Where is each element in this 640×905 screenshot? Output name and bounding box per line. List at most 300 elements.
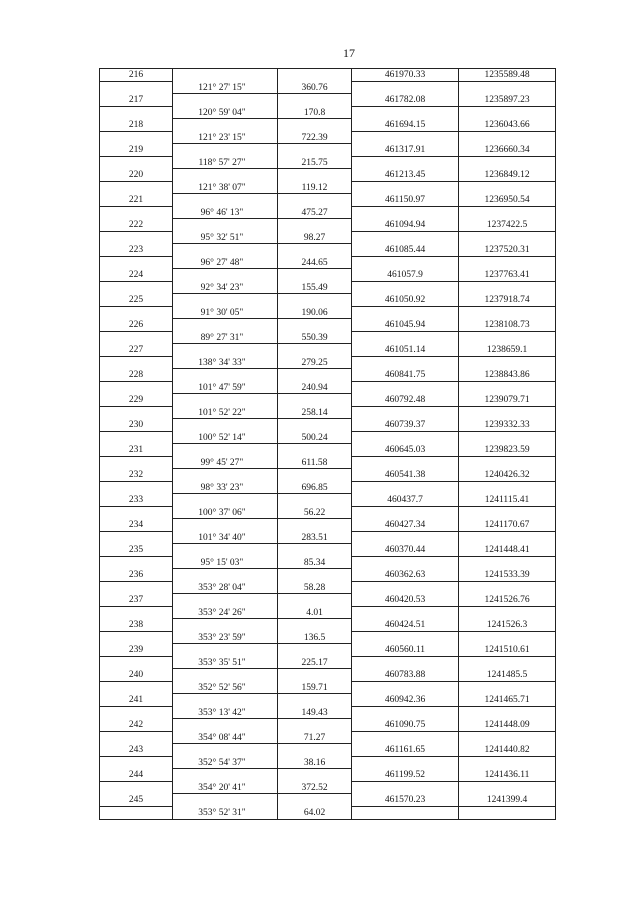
empty-cell xyxy=(277,244,351,257)
empty-cell xyxy=(172,544,277,557)
y-coordinate-cell: 1237520.31 xyxy=(458,244,555,257)
x-coordinate-cell: 461694.15 xyxy=(351,119,458,132)
empty-cell xyxy=(458,307,555,320)
empty-cell xyxy=(277,369,351,382)
distance-cell: 500.24 xyxy=(277,432,351,445)
y-coordinate-cell: 1235897.23 xyxy=(458,94,555,107)
empty-cell xyxy=(277,419,351,432)
empty-cell xyxy=(172,494,277,507)
empty-cell xyxy=(277,469,351,482)
distance-cell: 722.39 xyxy=(277,132,351,145)
point-number-cell: 216 xyxy=(100,69,172,82)
empty-cell xyxy=(351,107,458,120)
empty-cell xyxy=(100,532,172,545)
empty-cell xyxy=(100,807,172,820)
bearing-cell: 352° 52' 56" xyxy=(172,682,277,695)
x-coordinate-cell: 460645.03 xyxy=(351,444,458,457)
point-number-cell: 225 xyxy=(100,294,172,307)
distance-cell: 279.25 xyxy=(277,357,351,370)
distance-cell: 56.22 xyxy=(277,507,351,520)
segment-row xyxy=(100,232,555,245)
bearing-cell: 354° 20' 41" xyxy=(172,782,277,795)
segment-row xyxy=(100,207,555,220)
y-coordinate-cell: 1241510.61 xyxy=(458,644,555,657)
empty-cell xyxy=(100,432,172,445)
empty-cell xyxy=(100,357,172,370)
point-row xyxy=(100,644,555,657)
point-row xyxy=(100,94,555,107)
bearing-cell: 101° 52' 22" xyxy=(172,407,277,420)
point-number-cell: 242 xyxy=(100,719,172,732)
segment-row xyxy=(100,432,555,445)
empty-cell xyxy=(100,482,172,495)
empty-cell xyxy=(100,557,172,570)
x-coordinate-cell: 461051.14 xyxy=(351,344,458,357)
point-row xyxy=(100,794,555,807)
y-coordinate-cell: 1241485.5 xyxy=(458,669,555,682)
empty-cell xyxy=(277,394,351,407)
empty-cell xyxy=(100,507,172,520)
x-coordinate-cell: 460541.38 xyxy=(351,469,458,482)
point-number-cell: 245 xyxy=(100,794,172,807)
point-row xyxy=(100,619,555,632)
empty-cell xyxy=(458,807,555,820)
empty-cell xyxy=(458,732,555,745)
empty-cell xyxy=(351,382,458,395)
distance-cell: 550.39 xyxy=(277,332,351,345)
distance-cell: 244.65 xyxy=(277,257,351,270)
bearing-cell: 121° 38' 07" xyxy=(172,182,277,195)
y-coordinate-cell: 1235589.48 xyxy=(458,69,555,82)
distance-cell: 360.76 xyxy=(277,82,351,95)
bearing-cell: 138° 34' 33" xyxy=(172,357,277,370)
x-coordinate-cell: 461213.45 xyxy=(351,169,458,182)
empty-cell xyxy=(100,257,172,270)
bearing-cell: 96° 46' 13" xyxy=(172,207,277,220)
empty-cell xyxy=(172,269,277,282)
empty-cell xyxy=(458,282,555,295)
x-coordinate-cell: 460739.37 xyxy=(351,419,458,432)
point-number-cell: 243 xyxy=(100,744,172,757)
point-number-cell: 234 xyxy=(100,519,172,532)
point-row xyxy=(100,669,555,682)
empty-cell xyxy=(100,282,172,295)
empty-cell xyxy=(458,382,555,395)
bearing-cell: 92° 34' 23" xyxy=(172,282,277,295)
segment-row xyxy=(100,532,555,545)
x-coordinate-cell: 460942.36 xyxy=(351,694,458,707)
segment-row xyxy=(100,457,555,470)
bearing-cell: 118° 57' 27" xyxy=(172,157,277,170)
page-number: 17 xyxy=(343,46,355,60)
empty-cell xyxy=(172,419,277,432)
distance-cell: 258.14 xyxy=(277,407,351,420)
y-coordinate-cell: 1236043.66 xyxy=(458,119,555,132)
point-number-cell: 224 xyxy=(100,269,172,282)
empty-cell xyxy=(100,207,172,220)
empty-cell xyxy=(172,769,277,782)
empty-cell xyxy=(458,582,555,595)
empty-cell xyxy=(100,657,172,670)
point-number-cell: 227 xyxy=(100,344,172,357)
empty-cell xyxy=(458,682,555,695)
point-row xyxy=(100,769,555,782)
empty-cell xyxy=(100,407,172,420)
x-coordinate-cell: 461199.52 xyxy=(351,769,458,782)
empty-cell xyxy=(100,82,172,95)
y-coordinate-cell: 1239079.71 xyxy=(458,394,555,407)
y-coordinate-cell: 1241170.67 xyxy=(458,519,555,532)
empty-cell xyxy=(277,694,351,707)
segment-row xyxy=(100,807,555,820)
distance-cell: 58.28 xyxy=(277,582,351,595)
distance-cell: 136.5 xyxy=(277,632,351,645)
bearing-cell: 352° 54' 37" xyxy=(172,757,277,770)
empty-cell xyxy=(277,569,351,582)
distance-cell: 696.85 xyxy=(277,482,351,495)
empty-cell xyxy=(172,194,277,207)
empty-cell xyxy=(172,219,277,232)
empty-cell xyxy=(277,194,351,207)
y-coordinate-cell: 1241448.09 xyxy=(458,719,555,732)
empty-cell xyxy=(277,594,351,607)
point-number-cell: 220 xyxy=(100,169,172,182)
segment-row xyxy=(100,382,555,395)
x-coordinate-cell: 460424.51 xyxy=(351,619,458,632)
point-number-cell: 231 xyxy=(100,444,172,457)
y-coordinate-cell: 1238108.73 xyxy=(458,319,555,332)
empty-cell xyxy=(172,469,277,482)
empty-cell xyxy=(172,344,277,357)
bearing-cell: 353° 24' 26" xyxy=(172,607,277,620)
distance-cell: 149.43 xyxy=(277,707,351,720)
point-number-cell: 237 xyxy=(100,594,172,607)
point-row xyxy=(100,344,555,357)
x-coordinate-cell: 461970.33 xyxy=(351,69,458,82)
y-coordinate-cell: 1241526.76 xyxy=(458,594,555,607)
point-number-cell: 239 xyxy=(100,644,172,657)
x-coordinate-cell: 461045.94 xyxy=(351,319,458,332)
empty-cell xyxy=(277,269,351,282)
distance-cell: 64.02 xyxy=(277,807,351,820)
y-coordinate-cell: 1237763.41 xyxy=(458,269,555,282)
empty-cell xyxy=(277,319,351,332)
empty-cell xyxy=(100,232,172,245)
empty-cell xyxy=(100,732,172,745)
point-row xyxy=(100,694,555,707)
empty-cell xyxy=(351,182,458,195)
segment-row xyxy=(100,707,555,720)
y-coordinate-cell: 1241526.3 xyxy=(458,619,555,632)
empty-cell xyxy=(277,769,351,782)
empty-cell xyxy=(351,357,458,370)
x-coordinate-cell: 461570.23 xyxy=(351,794,458,807)
x-coordinate-cell: 460370.44 xyxy=(351,544,458,557)
point-row xyxy=(100,294,555,307)
empty-cell xyxy=(100,682,172,695)
point-number-cell: 219 xyxy=(100,144,172,157)
empty-cell xyxy=(172,569,277,582)
empty-cell xyxy=(277,294,351,307)
x-coordinate-cell: 460792.48 xyxy=(351,394,458,407)
distance-cell: 155.49 xyxy=(277,282,351,295)
bearing-cell: 353° 52' 31" xyxy=(172,807,277,820)
y-coordinate-cell: 1239823.59 xyxy=(458,444,555,457)
empty-cell xyxy=(277,119,351,132)
segment-row xyxy=(100,157,555,170)
point-row xyxy=(100,244,555,257)
segment-row xyxy=(100,82,555,95)
empty-cell xyxy=(351,257,458,270)
y-coordinate-cell: 1240426.32 xyxy=(458,469,555,482)
distance-cell: 611.58 xyxy=(277,457,351,470)
empty-cell xyxy=(172,519,277,532)
empty-cell xyxy=(458,182,555,195)
empty-cell xyxy=(172,619,277,632)
empty-cell xyxy=(100,307,172,320)
empty-cell xyxy=(458,232,555,245)
bearing-cell: 98° 33' 23" xyxy=(172,482,277,495)
x-coordinate-cell: 461085.44 xyxy=(351,244,458,257)
bearing-cell: 95° 15' 03" xyxy=(172,557,277,570)
empty-cell xyxy=(458,507,555,520)
empty-cell xyxy=(100,107,172,120)
empty-cell xyxy=(458,482,555,495)
y-coordinate-cell: 1241533.39 xyxy=(458,569,555,582)
empty-cell xyxy=(100,607,172,620)
empty-cell xyxy=(277,619,351,632)
distance-cell: 372.52 xyxy=(277,782,351,795)
coordinates-table xyxy=(99,68,556,820)
empty-cell xyxy=(351,757,458,770)
empty-cell xyxy=(458,257,555,270)
empty-cell xyxy=(351,707,458,720)
empty-cell xyxy=(351,532,458,545)
distance-cell: 98.27 xyxy=(277,232,351,245)
point-row xyxy=(100,419,555,432)
empty-cell xyxy=(351,282,458,295)
distance-cell: 71.27 xyxy=(277,732,351,745)
empty-cell xyxy=(351,507,458,520)
distance-cell: 475.27 xyxy=(277,207,351,220)
empty-cell xyxy=(351,807,458,820)
bearing-cell: 91° 30' 05" xyxy=(172,307,277,320)
point-row xyxy=(100,569,555,582)
bearing-cell: 101° 47' 59" xyxy=(172,382,277,395)
empty-cell xyxy=(351,232,458,245)
empty-cell xyxy=(458,432,555,445)
bearing-cell: 354° 08' 44" xyxy=(172,732,277,745)
x-coordinate-cell: 460437.7 xyxy=(351,494,458,507)
empty-cell xyxy=(351,332,458,345)
distance-cell: 283.51 xyxy=(277,532,351,545)
point-row xyxy=(100,544,555,557)
segment-row xyxy=(100,182,555,195)
distance-cell: 119.12 xyxy=(277,182,351,195)
empty-cell xyxy=(351,307,458,320)
bearing-cell: 353° 23' 59" xyxy=(172,632,277,645)
empty-cell xyxy=(351,582,458,595)
point-number-cell: 241 xyxy=(100,694,172,707)
distance-cell: 240.94 xyxy=(277,382,351,395)
empty-cell xyxy=(351,782,458,795)
point-row xyxy=(100,269,555,282)
y-coordinate-cell: 1241115.41 xyxy=(458,494,555,507)
bearing-cell: 353° 28' 04" xyxy=(172,582,277,595)
point-row xyxy=(100,144,555,157)
empty-cell xyxy=(351,457,458,470)
empty-cell xyxy=(277,444,351,457)
empty-cell xyxy=(351,132,458,145)
distance-cell: 215.75 xyxy=(277,157,351,170)
segment-row xyxy=(100,507,555,520)
empty-cell xyxy=(172,369,277,382)
empty-cell xyxy=(458,607,555,620)
bearing-cell: 121° 23' 15" xyxy=(172,132,277,145)
point-number-cell: 217 xyxy=(100,94,172,107)
bearing-cell: 120° 59' 04" xyxy=(172,107,277,120)
empty-cell xyxy=(277,344,351,357)
empty-cell xyxy=(458,157,555,170)
distance-cell: 190.06 xyxy=(277,307,351,320)
segment-row xyxy=(100,682,555,695)
empty-cell xyxy=(458,757,555,770)
empty-cell xyxy=(351,82,458,95)
empty-cell xyxy=(172,594,277,607)
point-row xyxy=(100,744,555,757)
empty-cell xyxy=(277,494,351,507)
y-coordinate-cell: 1241448.41 xyxy=(458,544,555,557)
x-coordinate-cell: 460560.11 xyxy=(351,644,458,657)
point-number-cell: 235 xyxy=(100,544,172,557)
segment-row xyxy=(100,582,555,595)
bearing-cell: 353° 13' 42" xyxy=(172,707,277,720)
empty-cell xyxy=(458,407,555,420)
point-row xyxy=(100,194,555,207)
y-coordinate-cell: 1236660.34 xyxy=(458,144,555,157)
bearing-cell: 96° 27' 48" xyxy=(172,257,277,270)
empty-cell xyxy=(172,119,277,132)
empty-cell xyxy=(458,332,555,345)
point-number-cell: 228 xyxy=(100,369,172,382)
y-coordinate-cell: 1237918.74 xyxy=(458,294,555,307)
segment-row xyxy=(100,332,555,345)
segment-row xyxy=(100,307,555,320)
point-number-cell: 221 xyxy=(100,194,172,207)
empty-cell xyxy=(100,182,172,195)
segment-row xyxy=(100,757,555,770)
segment-row xyxy=(100,657,555,670)
point-number-cell: 230 xyxy=(100,419,172,432)
empty-cell xyxy=(172,644,277,657)
x-coordinate-cell: 460841.75 xyxy=(351,369,458,382)
empty-cell xyxy=(351,407,458,420)
empty-cell xyxy=(351,482,458,495)
empty-cell xyxy=(100,582,172,595)
y-coordinate-cell: 1241465.71 xyxy=(458,694,555,707)
point-row xyxy=(100,394,555,407)
x-coordinate-cell: 461150.97 xyxy=(351,194,458,207)
point-row xyxy=(100,319,555,332)
empty-cell xyxy=(100,457,172,470)
point-number-cell: 218 xyxy=(100,119,172,132)
point-row xyxy=(100,444,555,457)
x-coordinate-cell: 460362.63 xyxy=(351,569,458,582)
y-coordinate-cell: 1239332.33 xyxy=(458,419,555,432)
empty-cell xyxy=(458,657,555,670)
point-number-cell: 223 xyxy=(100,244,172,257)
point-row xyxy=(100,519,555,532)
empty-cell xyxy=(100,632,172,645)
bearing-cell: 353° 35' 51" xyxy=(172,657,277,670)
point-number-cell: 238 xyxy=(100,619,172,632)
segment-row xyxy=(100,557,555,570)
point-row xyxy=(100,719,555,732)
empty-cell xyxy=(172,244,277,257)
x-coordinate-cell: 461094.94 xyxy=(351,219,458,232)
empty-cell xyxy=(458,82,555,95)
distance-cell: 85.34 xyxy=(277,557,351,570)
distance-cell: 170.8 xyxy=(277,107,351,120)
empty-cell xyxy=(172,169,277,182)
point-number-cell: 244 xyxy=(100,769,172,782)
empty-cell xyxy=(277,144,351,157)
point-row xyxy=(100,169,555,182)
empty-cell xyxy=(172,694,277,707)
point-number-cell: 226 xyxy=(100,319,172,332)
empty-cell xyxy=(100,157,172,170)
empty-cell xyxy=(351,632,458,645)
segment-row xyxy=(100,357,555,370)
empty-cell xyxy=(172,69,277,82)
y-coordinate-cell: 1241399.4 xyxy=(458,794,555,807)
point-row xyxy=(100,594,555,607)
empty-cell xyxy=(458,107,555,120)
point-number-cell: 232 xyxy=(100,469,172,482)
segment-row xyxy=(100,132,555,145)
y-coordinate-cell: 1238843.86 xyxy=(458,369,555,382)
x-coordinate-cell: 461090.75 xyxy=(351,719,458,732)
empty-cell xyxy=(100,382,172,395)
point-number-cell: 222 xyxy=(100,219,172,232)
empty-cell xyxy=(100,757,172,770)
segment-row xyxy=(100,482,555,495)
empty-cell xyxy=(458,457,555,470)
empty-cell xyxy=(458,132,555,145)
segment-row xyxy=(100,782,555,795)
empty-cell xyxy=(277,519,351,532)
empty-cell xyxy=(351,682,458,695)
y-coordinate-cell: 1236950.54 xyxy=(458,194,555,207)
empty-cell xyxy=(100,132,172,145)
segment-row xyxy=(100,407,555,420)
empty-cell xyxy=(458,557,555,570)
empty-cell xyxy=(277,169,351,182)
empty-cell xyxy=(172,669,277,682)
empty-cell xyxy=(458,532,555,545)
point-row xyxy=(100,219,555,232)
empty-cell xyxy=(458,357,555,370)
y-coordinate-cell: 1238659.1 xyxy=(458,344,555,357)
point-row xyxy=(100,469,555,482)
empty-cell xyxy=(277,794,351,807)
empty-cell xyxy=(172,744,277,757)
empty-cell xyxy=(277,544,351,557)
point-row xyxy=(100,494,555,507)
x-coordinate-cell: 461057.9 xyxy=(351,269,458,282)
empty-cell xyxy=(100,782,172,795)
empty-cell xyxy=(277,669,351,682)
